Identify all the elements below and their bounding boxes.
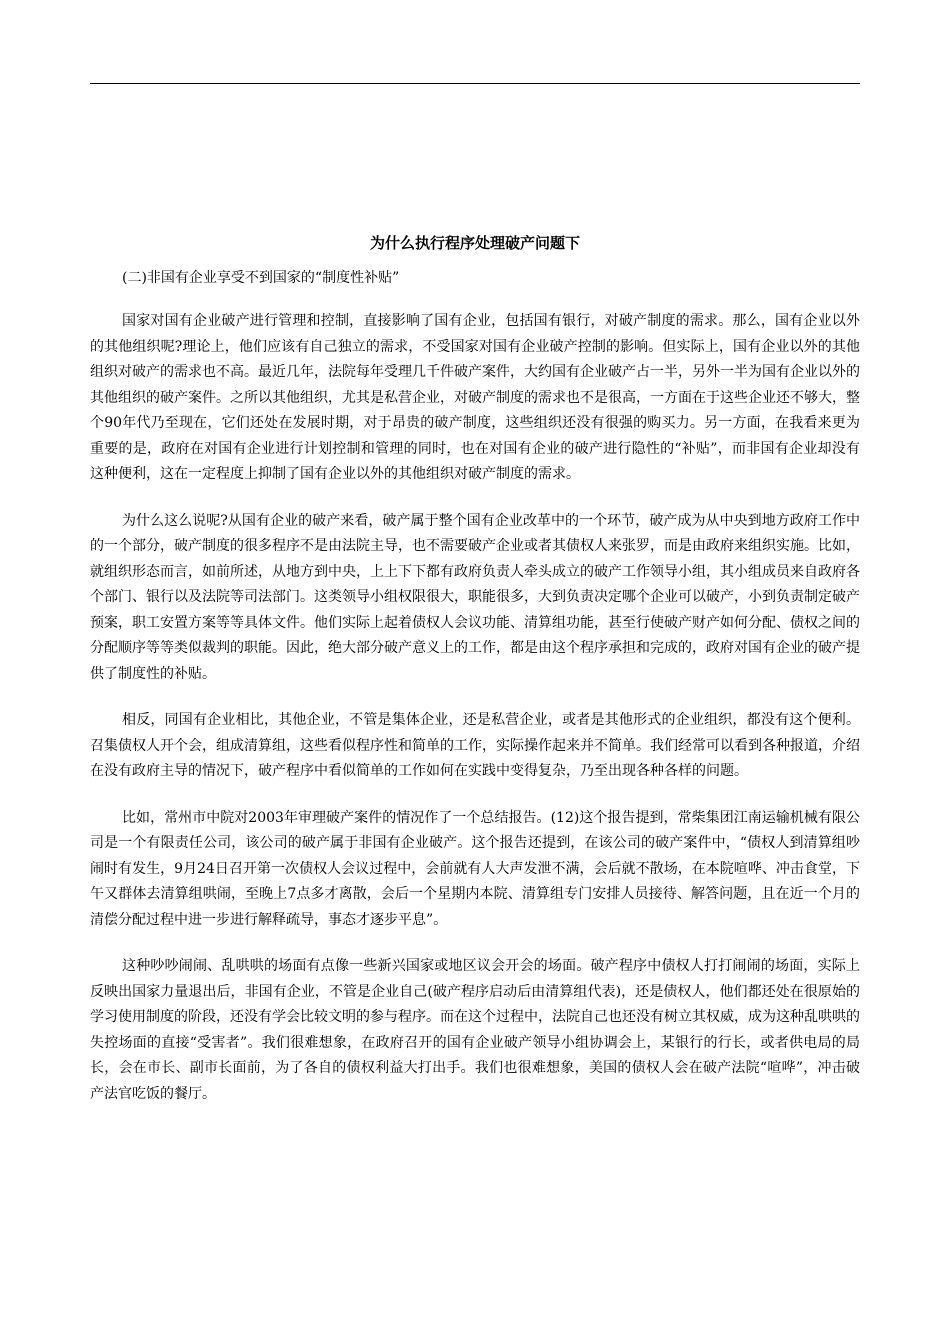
paragraph-2: 为什么这么说呢?从国有企业的破产来看，破产属于整个国有企业改革中的一个环节，破产成为从中央到地方政府工作中的一个部分，破产制度的很多程序不是由法院主导，也不需要破产企业或者其债权人来张罗，而是由政府来组织实施。比如，就组织形态而言，如前所述，从地方到中央，上上下下都有政府负责人牵头成立的破产工作领导小组，其小组成员来自政府各个部门、银行以及法院等司法部门。这类领导小组权限很大，职能很多，大到负责决定哪个企业可以破产，小到负责制定破产预案，职工安置方案等等具体文件。他们实际上起着债权人会议功能、清算组功能，甚至行使破产财产如何分配、债权之间的分配顺序等等类似裁判的职能。因此，绝大部分破产意义上的工作，都是由这个程序承担和完成的，政府对国有企业的破产提供了制度性的补贴。 (90, 512, 860, 682)
paragraph-4: 比如，常州市中院对2003年审理破产案件的情况作了一个总结报告。(12)这个报告提到，常柴集团江南运输机械有限公司是一个有限责任公司，该公司的破产属于非国有企业破产。这个报告还提到，在该公司的破产案件中，“债权人到清算组吵闹时有发生，9月24日召开第一次债权人会议过程中，会前就有人大声发泄不满，会后就不散场，在本院喧哗、冲击食堂，下午又群体去清算组哄闹，至晚上7点多才离散，会后一个星期内本院、清算组专门安排人员接待、解答问题，且在近一个月的清偿分配过程中进一步进行解释疏导，事态才逐步平息”。 (90, 809, 860, 928)
section-heading: (二)非国有企业享受不到国家的“制度性补贴” (122, 270, 400, 286)
paragraph-3: 相反，同国有企业相比，其他企业，不管是集体企业，还是私营企业，或者是其他形式的企业组织，都没有这个便利。召集债权人开个会，组成清算组，这些看似程序性和简单的工作，实际操作起来并不简单。我们经常可以看到各种报道，介绍在没有政府主导的情况下，破产程序中看似简单的工作如何在实践中变得复杂，乃至出现各种各样的问题。 (90, 712, 860, 779)
document-title: 为什么执行程序处理破产问题下 (369, 234, 580, 253)
paragraph-5: 这种吵吵闹闹、乱哄哄的场面有点像一些新兴国家或地区议会开会的场面。破产程序中债权人打打闹闹的场面，实际上反映出国家力量退出后，非国有企业，不管是企业自己(破产程序启动后由清算组代表)，还是债权人，他们都还处在很原始的学习使用制度的阶段，还没有学会比较文明的参与程序。而在这个过程中，法院自己也还没有树立其权威，成为这种乱哄哄的失控场面的直接“受害者”。我们很难想象，在政府召开的国有企业破产领导小组协调会上，某银行的行长，或者供电局的局长，会在市长、副市长面前，为了各自的债权利益大打出手。我们也很难想象，美国的债权人会在破产法院“喧哗”，冲击破产法官吃饭的餐厅。 (90, 958, 860, 1102)
paragraph-1: 国家对国有企业破产进行管理和控制，直接影响了国有企业，包括国有银行，对破产制度的需求。那么，国有企业以外的其他组织呢?理论上，他们应该有自己独立的需求，不受国家对国有企业破产控制的影响。但实际上，国有企业以外的其他组织对破产的需求也不高。最近几年，法院每年受理几千件破产案件，大约国有企业破产占一半，另外一半为国有企业以外的其他组织的破产案件。之所以其他组织，尤其是私营企业，对破产制度的需求也不是很高，一方面在于这些企业还不够大，整个90年代乃至现在，它们还处在发展时期，对于昂贵的破产制度，这些组织还没有很强的购买力。另一方面，在我看来更为重要的是，政府在对国有企业进行计划控制和管理的同时，也在对国有企业的破产进行隐性的“补贴”，而非国有企业却没有这种便利，这在一定程度上抑制了国有企业以外的其他组织对破产制度的需求。 (90, 313, 860, 482)
header-rule (90, 83, 860, 84)
document-body (90, 266, 860, 1128)
